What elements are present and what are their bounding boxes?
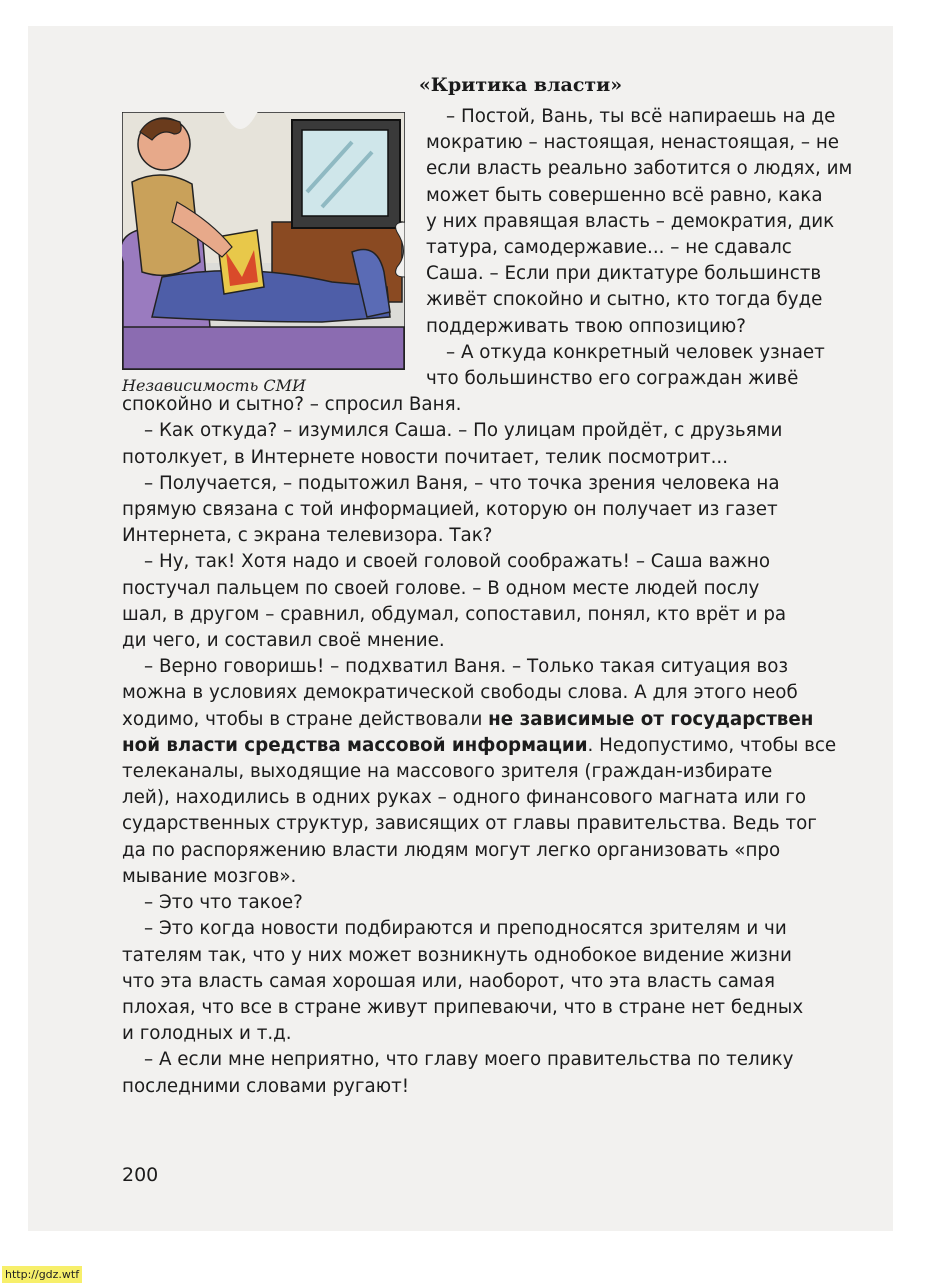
text-segment: – А откуда конкретный человек узнает: [446, 341, 825, 363]
text-segment: последними словами ругают!: [122, 1075, 410, 1097]
text-segment: прямую связана с той информацией, которую он получает из газет: [122, 499, 778, 521]
text-line: [122, 523, 893, 549]
text-segment: что эта власть самая хорошая или, наоборот, что эта власть самая: [122, 970, 775, 992]
text-segment: лей), находились в одних руках – одного финансового магната или го: [122, 787, 807, 809]
page-number: 200: [122, 1164, 159, 1186]
text-segment: шал, в другом – сравнил, обдумал, сопоставил, понял, кто врёт и ра: [122, 603, 787, 625]
text-line: [122, 445, 893, 471]
text-segment: мывание мозгов».: [122, 865, 297, 887]
text-line: [122, 995, 893, 1021]
text-line: [122, 1021, 893, 1047]
text-line: [122, 497, 893, 523]
text-line: [122, 654, 893, 680]
text-line: [122, 1074, 893, 1100]
text-line: [122, 340, 893, 366]
text-line: [122, 785, 893, 811]
text-line: [122, 628, 893, 654]
text-segment: что большинство его сограждан живё: [426, 368, 799, 390]
text-line: [122, 392, 893, 418]
textbook-page: [28, 26, 893, 1231]
text-segment: татура, самодержавие... – не сдавалс: [426, 237, 792, 259]
text-segment: – Это что такое?: [144, 892, 303, 914]
text-line: [122, 130, 893, 156]
text-line: [122, 811, 893, 837]
text-line: [122, 314, 893, 340]
section-title: «Критика власти»: [418, 74, 623, 96]
text-segment: плохая, что все в стране живут припеваючи, что в стране нет бедных: [122, 996, 804, 1018]
text-segment: может быть совершенно всё равно, кака: [426, 184, 823, 206]
text-segment: ди чего, и составил своё мнение.: [122, 630, 445, 652]
text-segment: . Недопустимо, чтобы все: [587, 734, 837, 756]
bold-term: не зависимые от государствен: [488, 708, 814, 730]
text-segment: если власть реально заботится о людях, им: [426, 158, 853, 180]
text-segment: – Получается, – подытожил Ваня, – что точка зрения человека на: [144, 472, 780, 494]
text-segment: живёт спокойно и сытно, кто тогда буде: [426, 289, 823, 311]
text-line: [122, 576, 893, 602]
text-segment: поддерживать твою оппозицию?: [426, 315, 746, 337]
text-segment: у них правящая власть – демократия, дик: [426, 210, 835, 232]
text-segment: – А если мне неприятно, что главу моего правительства по телику: [144, 1049, 794, 1071]
text-line: [122, 864, 893, 890]
text-line: [122, 1047, 893, 1073]
text-segment: сударственных структур, зависящих от главы правительства. Ведь тог: [122, 813, 817, 835]
text-line: [122, 943, 893, 969]
text-segment: мократию – настоящая, ненастоящая, – не: [426, 132, 840, 154]
text-line: [122, 838, 893, 864]
text-line: [122, 209, 893, 235]
text-line: [122, 287, 893, 313]
text-line: [122, 183, 893, 209]
text-line: [122, 104, 893, 130]
text-segment: постучал пальцем по своей голове. – В одном месте людей послу: [122, 577, 760, 599]
text-segment: потолкует, в Интернете новости почитает, телик посмотрит...: [122, 446, 729, 468]
text-segment: – Верно говоришь! – подхватил Ваня. – Только такая ситуация воз: [144, 656, 789, 678]
text-segment: – Постой, Вань, ты всё напираешь на де: [446, 106, 836, 127]
watermark-link[interactable]: http://gdz.wtf: [2, 1266, 82, 1283]
text-segment: тателям так, что у них может возникнуть однобокое видение жизни: [122, 944, 792, 966]
illustration-caption: Независимость СМИ: [122, 376, 306, 395]
text-line: [122, 156, 893, 182]
text-segment: телеканалы, выходящие на массового зрителя (граждан-избирате: [122, 761, 773, 783]
text-segment: – Ну, так! Хотя надо и своей головой соображать! – Саша важно: [144, 551, 771, 573]
text-line: [122, 969, 893, 995]
text-segment: Саша. – Если при диктатуре большинств: [426, 263, 822, 285]
text-line: [122, 471, 893, 497]
text-line: [122, 602, 893, 628]
text-line: [122, 418, 893, 444]
text-segment: можна в условиях демократической свободы слова. А для этого необ: [122, 682, 798, 704]
text-segment: – Это когда новости подбираются и преподносятся зрителям и чи: [144, 918, 787, 940]
text-segment: спокойно и сытно? – спросил Ваня.: [122, 394, 462, 416]
text-segment: Интернета, с экрана телевизора. Так?: [122, 525, 493, 547]
text-segment: – Как откуда? – изумился Саша. – По улицам пройдёт, с друзьями: [144, 420, 783, 442]
text-segment: да по распоряжению власти людям могут легко организовать «про: [122, 839, 781, 861]
text-line: [122, 707, 893, 733]
text-line: [122, 759, 893, 785]
text-line: [122, 680, 893, 706]
text-line: [122, 733, 893, 759]
text-line: [122, 916, 893, 942]
text-line: [122, 261, 893, 287]
body-text: [122, 104, 893, 1100]
text-line: [122, 549, 893, 575]
bold-term: ной власти средства массовой информации: [122, 734, 588, 756]
text-line: [122, 890, 893, 916]
text-line: [122, 235, 893, 261]
text-line: [122, 366, 893, 392]
text-segment: и голодных и т.д.: [122, 1023, 292, 1045]
text-segment: ходимо, чтобы в стране действовали: [122, 708, 489, 730]
